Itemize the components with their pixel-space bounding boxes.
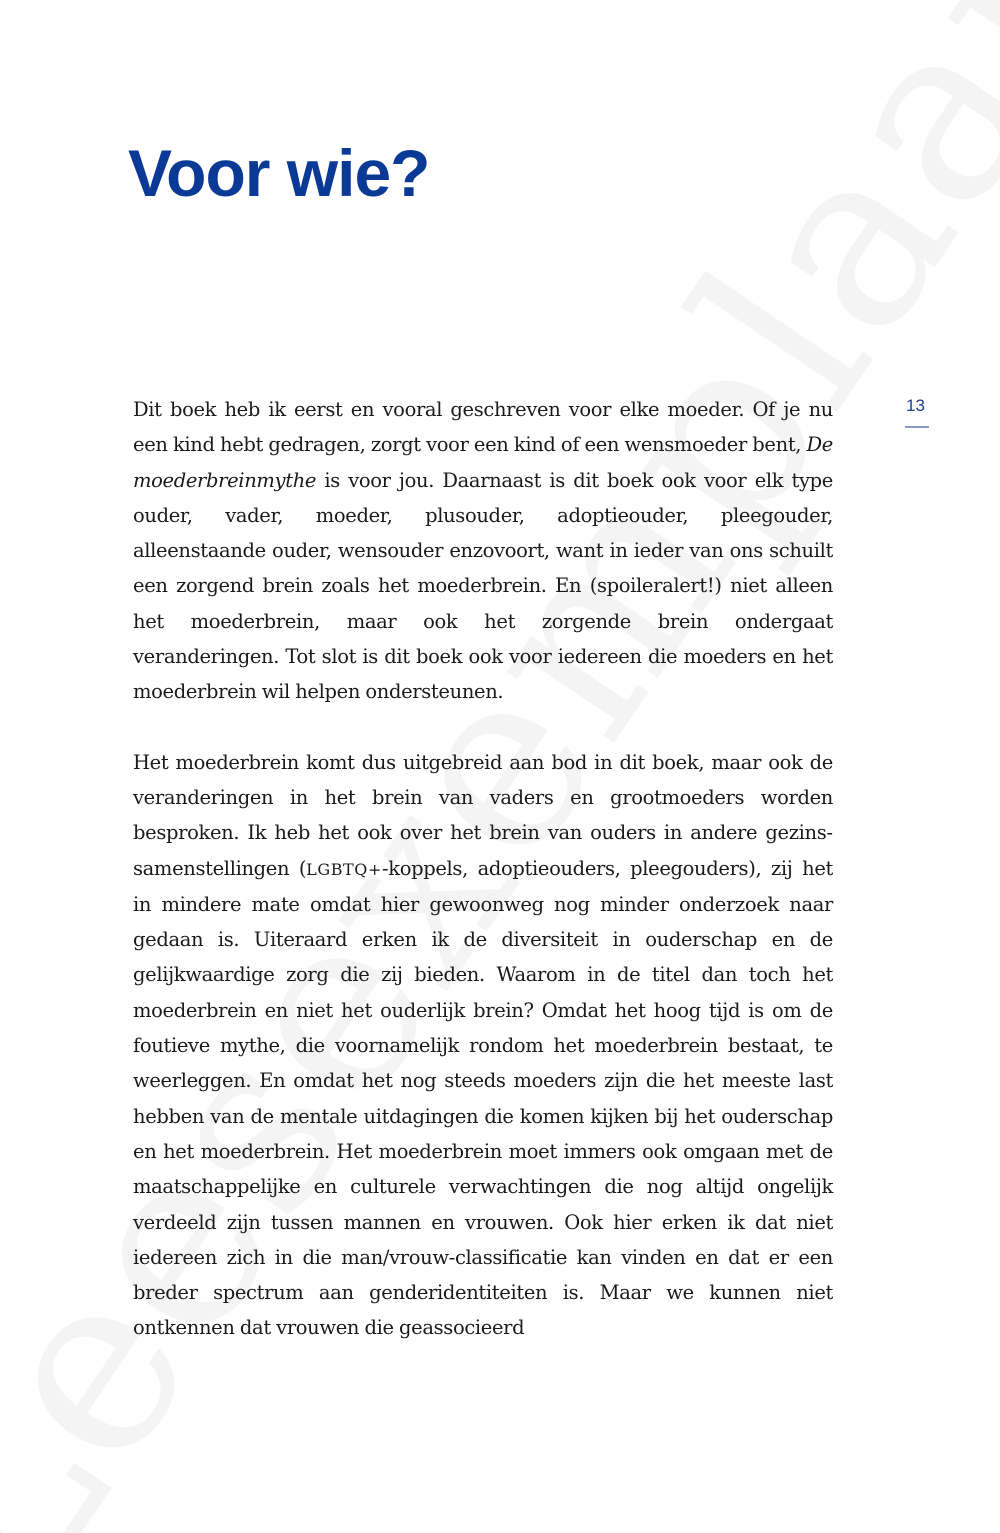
page-number: 13 [906, 396, 925, 415]
text-run: is voor jou. Daarnaast is dit boek ook voor elk type ouder, vader, moeder, plusouder, adoptieouder, pleegouder, alleenstaande ouder, wensouder enzovoort, want in ieder van ons schuilt een zorgend brein zoals het moederbrein. En (spoileralert!) niet alleen het moederbrein, maar ook het zorgende brein ondergaat veranderingen. Tot slot is dit boek ook voor iedereen die moeders en het moederbrein wil helpen ondersteunen. [133, 468, 833, 704]
page-title: Voor wie? [128, 136, 430, 210]
text-run: Het moederbrein komt dus uitgebreid aan bod in dit boek, maar ook de veranderingen in het brein van vaders en grootmoeders worden besproken. Ik heb het ook over het brein van ouders in andere gezinssamenstellingen ( [133, 750, 833, 880]
text-run: -koppels, adoptieouders, pleegouders), zij het in mindere mate omdat hier gewoonweg nog minder onderzoek naar gedaan is. Uiteraard erken ik de diversiteit in ouderschap en de gelijkwaardige zorg die zij bieden. Waarom in de titel dan toch het moederbrein en niet het ouderlijk brein? Omdat het hoog tijd is om de foutieve mythe, die voornamelijk rondom het moederbrein bestaat, te weerleggen. En omdat het nog steeds moeders zijn die het meeste last hebben van de mentale uitdagingen die komen kijken bij het ouderschap en het moederbrein. Het moederbrein moet immers ook omgaan met de maatschappelijke en culturele verwachtingen die nog altijd ongelijk verdeeld zijn tussen mannen en vrouwen. Ook hier erken ik dat niet iedereen zich in die man/vrouw-classificatie kan vinden en dat er een breder spectrum aan genderidentiteiten is. Maar we kunnen niet ontkennen dat vrouwen die geassocieerd [133, 856, 833, 1340]
paragraph [133, 392, 833, 710]
body-text [133, 392, 833, 1346]
page-number-rule [905, 426, 929, 428]
book-title-italic: De moederbreinmythe [133, 433, 833, 492]
paragraph [133, 745, 833, 1346]
acronym: LGBTQ+ [306, 859, 382, 879]
text-run: Dit boek heb ik eerst en vooral geschreven voor elke moeder. Of je nu een kind hebt gedragen, zorgt voor een kind of een wensmoeder bent, [133, 398, 833, 457]
